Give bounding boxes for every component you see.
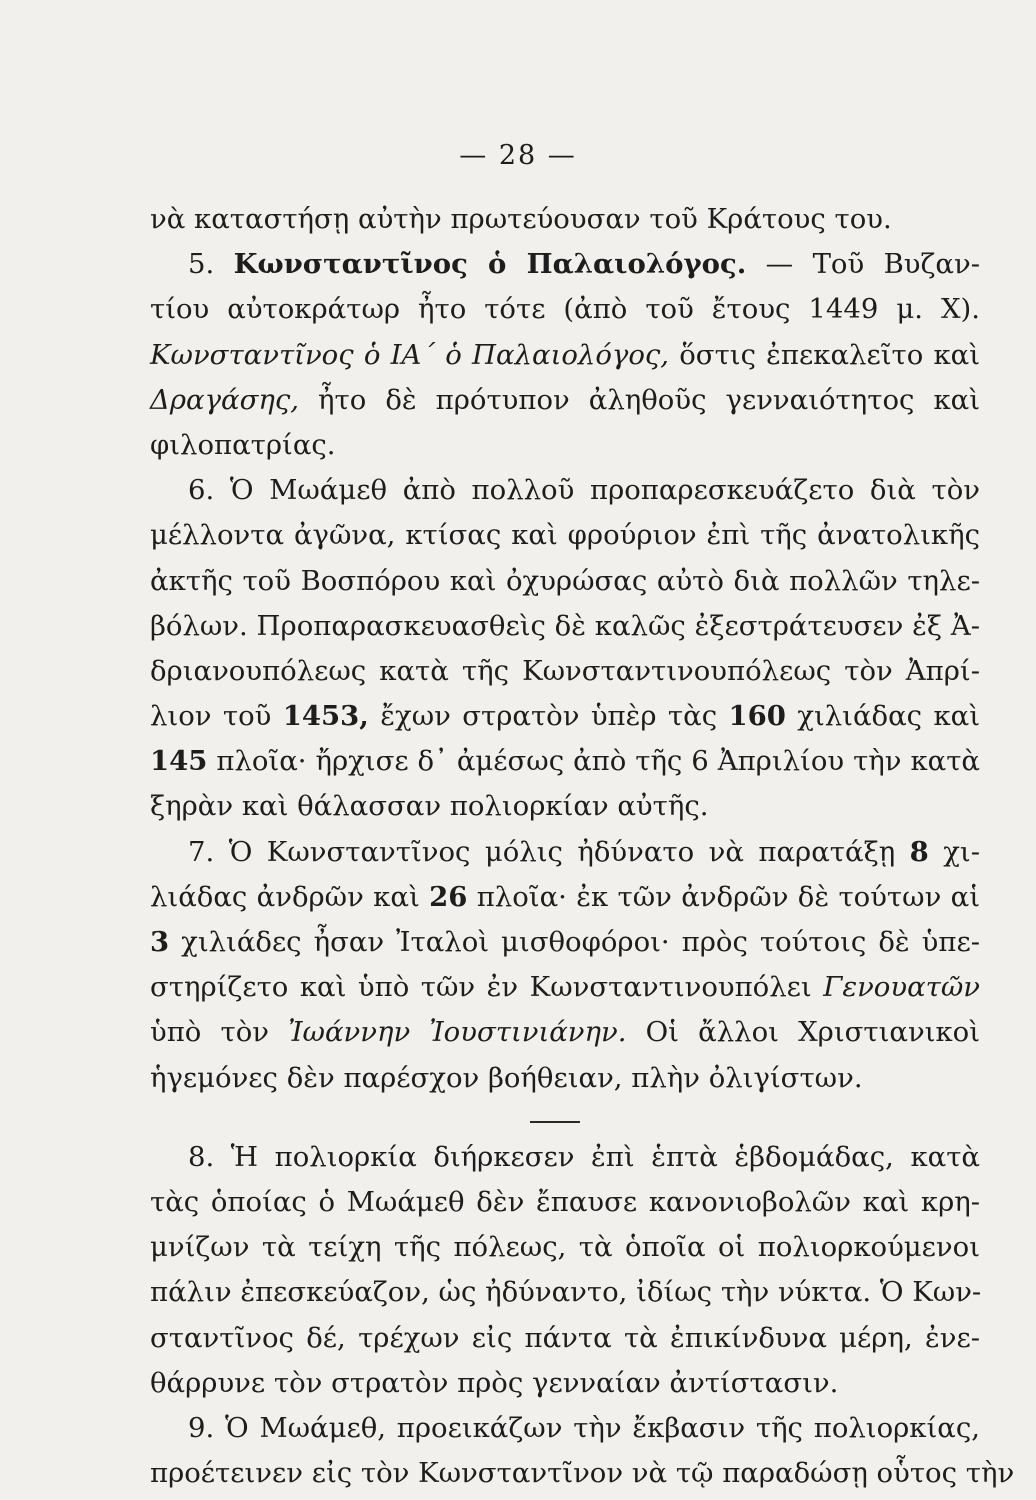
text-line <box>150 197 980 242</box>
text-run: θάρρυνε τὸν στρατὸν πρὸς γενναίαν ἀντίστασιν. <box>150 1366 839 1399</box>
bold-text: 145 <box>150 745 208 778</box>
bold-text: 26 <box>429 880 468 913</box>
text-line <box>150 965 980 1010</box>
text-run: πλοῖα· ἤρχισε δ᾽ ἀμέσως ἀπὸ τῆς 6 Ἀπριλίου τὴν κατὰ <box>207 745 980 778</box>
text-run: μνίζων τὰ τείχη τῆς πόλεως, τὰ ὁποῖα οἱ πολιορκούμενοι <box>150 1231 980 1264</box>
text-line <box>150 287 980 332</box>
text-run: στηρίζετο καὶ ὑπὸ τῶν ἐν Κωνσταντινουπόλει <box>150 971 824 1004</box>
page-number: — 28 — <box>459 140 577 171</box>
text-line <box>150 1056 980 1101</box>
text-run: 8. Ἡ πολιορκία διήρκεσεν ἐπὶ ἑπτὰ ἑβδομάδας, κατὰ <box>188 1140 980 1173</box>
text-run: βόλων. Προπαρασκευασθεὶς δὲ καλῶς ἐξεστράτευσεν ἐξ Ἀ- <box>150 609 980 642</box>
text-run: φιλοπατρίας. <box>150 428 336 461</box>
text-run: πλοῖα· ἐκ τῶν ἀνδρῶν δὲ τούτων αἱ <box>467 880 981 913</box>
text-line <box>150 784 980 829</box>
text-run: νὰ καταστήσῃ αὐτὴν πρωτεύουσαν τοῦ Κράτους του. <box>150 203 892 235</box>
text-run: δριανουπόλεως κατὰ τῆς Κωνσταντινουπόλεως τὸν Ἀπρί- <box>150 654 980 687</box>
text-run: προέτεινεν εἰς τὸν Κωνσταντῖνον νὰ τῷ παραδώσῃ οὗτος τὴν <box>150 1457 1015 1490</box>
body-text <box>150 197 1015 1496</box>
bold-text: 8 <box>909 835 929 868</box>
italic-text: Δραγάσης, <box>150 383 299 416</box>
text-line <box>150 920 980 965</box>
text-run: πάλιν ἐπεσκεύαζον, ὡς ἠδύναντο, ἰδίως τὴν νύκτα. Ὁ Κων- <box>150 1276 982 1309</box>
text-run: λιάδας ἀνδρῶν καὶ <box>150 880 430 913</box>
text-run: ξηρὰν καὶ θάλασσαν πολιορκίαν αὐτῆς. <box>150 790 709 823</box>
section-divider <box>530 1121 580 1123</box>
text-line <box>150 1406 980 1451</box>
text-line <box>150 378 980 423</box>
text-line <box>150 1180 980 1225</box>
text-run: ἔχων στρατὸν ὑπὲρ τὰς <box>368 700 729 733</box>
italic-text: Ἰωάννην Ἰουστινιάνην. <box>288 1016 627 1049</box>
text-line <box>150 1010 980 1055</box>
text-run: 7. Ὁ Κωνσταντῖνος μόλις ἠδύνατο νὰ παρατάξῃ <box>188 835 910 868</box>
text-run: ἡγεμόνες δὲν παρέσχον βοήθειαν, πλὴν ὀλιγίστων. <box>150 1061 863 1094</box>
text-run: χιλιάδας καὶ <box>785 700 980 733</box>
text-line <box>150 242 980 287</box>
text-line <box>150 649 980 694</box>
text-run: τίου αὐτοκράτωρ ἦτο τότε (ἀπὸ τοῦ ἔτους 1449 μ. Χ). <box>150 293 980 326</box>
text-run: 6. Ὁ Μωάμεθ ἀπὸ πολλοῦ προπαρεσκευάζετο διὰ τὸν <box>188 474 980 507</box>
text-run: 9. Ὁ Μωάμεθ, προεικάζων τὴν ἔκβασιν τῆς πολιορκίας, <box>188 1411 980 1444</box>
text-run: ὅστις ἐπεκαλεῖτο καὶ <box>669 338 980 371</box>
text-line <box>150 1316 980 1361</box>
text-run: ὑπὸ τὸν <box>150 1016 289 1049</box>
text-run: 5. <box>188 248 234 281</box>
text-run: χι- <box>928 835 980 868</box>
text-line <box>150 513 980 558</box>
text-line <box>150 694 980 739</box>
italic-text: Γενουατῶν <box>823 971 980 1004</box>
bold-text: 1453, <box>282 700 369 733</box>
text-run: σταντῖνος δέ, τρέχων εἰς πάντα τὰ ἐπικίνδυνα μέρη, ἐνε- <box>150 1321 980 1354</box>
text-line <box>150 830 980 875</box>
text-line <box>150 1451 1015 1496</box>
text-line <box>150 604 980 649</box>
text-line <box>150 1270 980 1315</box>
text-line <box>150 739 980 784</box>
text-run: λιον τοῦ <box>150 700 283 733</box>
text-line <box>150 875 980 920</box>
text-run: τὰς ὁποίας ὁ Μωάμεθ δὲν ἔπαυσε κανονιοβολῶν καὶ κρη- <box>150 1185 980 1218</box>
text-run: — Τοῦ Βυζαν- <box>746 248 980 281</box>
text-run: ἀκτῆς τοῦ Βοσπόρου καὶ ὀχυρώσας αὐτὸ διὰ πολλῶν τηλε- <box>150 564 980 597</box>
text-run: Οἱ ἄλλοι Χριστιανικοὶ <box>626 1016 980 1049</box>
text-run: χιλιάδες ἦσαν Ἰταλοὶ μισθοφόροι· πρὸς τούτοις δὲ ὑπε- <box>169 926 980 958</box>
text-line <box>150 1135 980 1180</box>
text-run: ἦτο δὲ πρότυπον ἀληθοῦς γενναιότητος καὶ <box>299 383 980 416</box>
bold-text: Κωνσταντῖνος ὁ Παλαιολόγος. <box>233 248 747 281</box>
text-line <box>150 1361 980 1406</box>
text-line <box>150 423 980 468</box>
italic-text: Κωνσταντῖνος ὁ ΙΑ΄ ὁ Παλαιολόγος, <box>150 338 670 371</box>
text-line <box>150 333 980 378</box>
text-line <box>150 1225 980 1270</box>
text-run: μέλλοντα ἀγῶνα, κτίσας καὶ φρούριον ἐπὶ τῆς ἀνατολικῆς <box>150 519 980 552</box>
bold-text: 3 <box>150 926 170 958</box>
text-line <box>150 468 980 513</box>
text-line <box>150 559 980 604</box>
bold-text: 160 <box>728 700 786 733</box>
